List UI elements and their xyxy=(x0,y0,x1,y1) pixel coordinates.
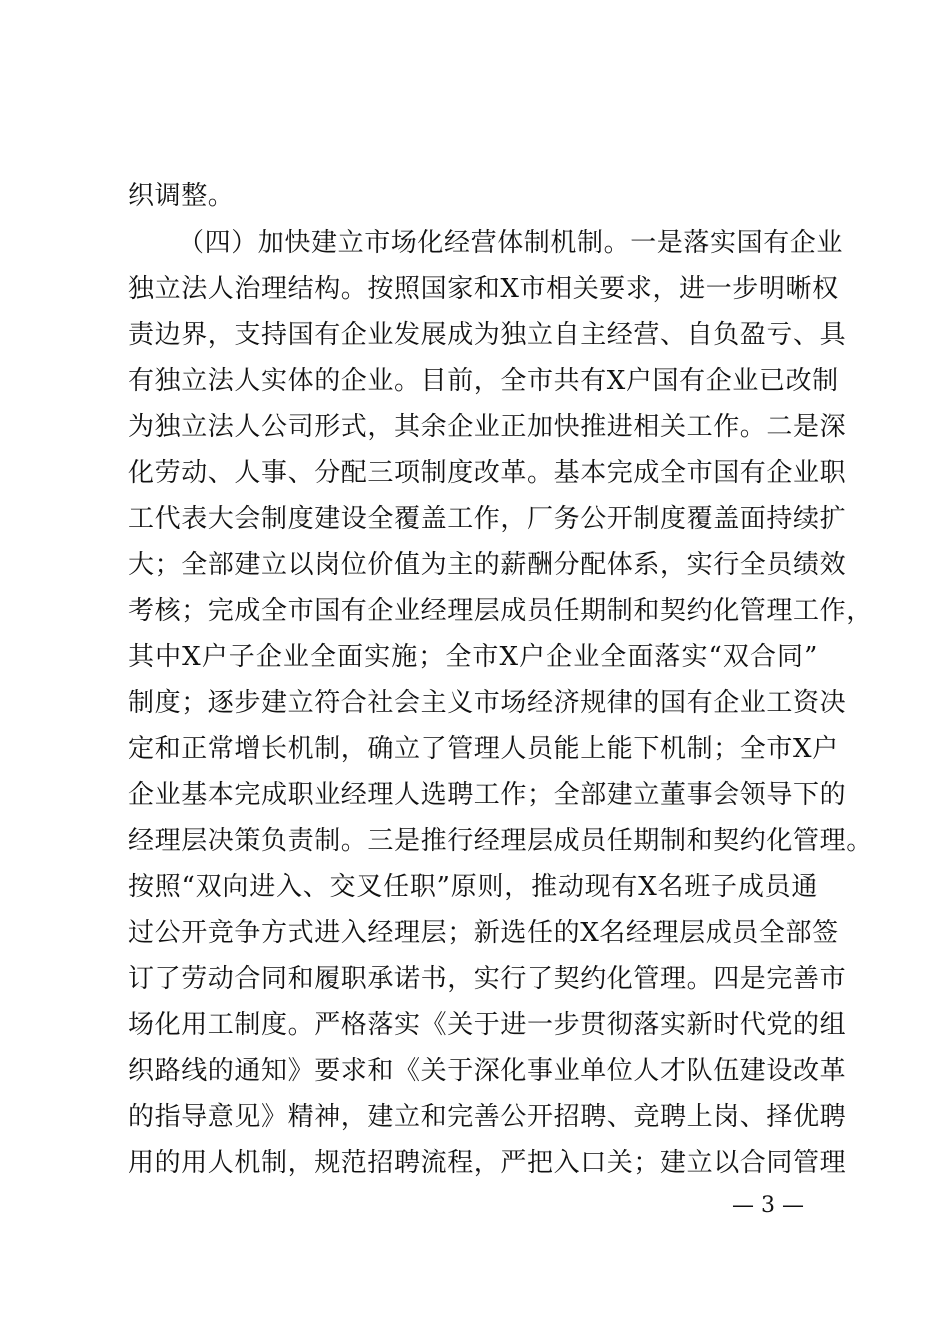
text-line-8: 工代表大会制度建设全覆盖工作，厂务公开制度覆盖面持续扩 xyxy=(128,504,847,534)
text-line-11: 其中X户子企业全面实施；全市X户企业全面落实“双合同” xyxy=(128,642,818,672)
text-line-16: 按照“双向进入、交叉任职”原则，推动现有X名班子成员通 xyxy=(128,872,818,902)
text-line-5: 有独立法人实体的企业。目前，全市共有X户国有企业已改制 xyxy=(128,366,839,396)
text-line-20: 织路线的通知》要求和《关于深化事业单位人才队伍建设改革 xyxy=(128,1056,847,1086)
text-line-2: （四）加快建立市场化经营体制机制。一是落实国有企业 xyxy=(178,228,844,258)
text-line-10: 考核；完成全市国有企业经理层成员任期制和契约化管理工作， xyxy=(128,596,873,626)
text-line-17: 过公开竞争方式进入经理层；新选任的X名经理层成员全部签 xyxy=(128,918,839,948)
text-line-15: 经理层决策负责制。三是推行经理层成员任期制和契约化管理。 xyxy=(128,826,873,856)
text-line-14: 企业基本完成职业经理人选聘工作；全部建立董事会领导下的 xyxy=(128,780,847,810)
text-line-13: 定和正常增长机制，确立了管理人员能上能下机制；全市X户 xyxy=(128,734,839,764)
text-line-1: 织调整。 xyxy=(128,181,235,211)
text-line-12: 制度；逐步建立符合社会主义市场经济规律的国有企业工资决 xyxy=(128,688,847,718)
text-line-6: 为独立法人公司形式，其余企业正加快推进相关工作。二是深 xyxy=(128,412,847,442)
text-line-21: 的指导意见》精神，建立和完善公开招聘、竞聘上岗、择优聘 xyxy=(128,1102,847,1132)
text-line-22: 用的用人机制，规范招聘流程，严把入口关；建立以合同管理 xyxy=(128,1148,847,1178)
text-line-4: 责边界，支持国有企业发展成为独立自主经营、自负盈亏、具 xyxy=(128,320,847,350)
text-line-19: 场化用工制度。严格落实《关于进一步贯彻落实新时代党的组 xyxy=(128,1010,847,1040)
page-number: — 3 — xyxy=(732,1193,804,1218)
text-line-7: 化劳动、人事、分配三项制度改革。基本完成全市国有企业职 xyxy=(128,458,847,488)
text-line-9: 大；全部建立以岗位价值为主的薪酬分配体系，实行全员绩效 xyxy=(128,550,847,580)
text-line-3: 独立法人治理结构。按照国家和X市相关要求，进一步明晰权 xyxy=(128,274,839,304)
text-line-18: 订了劳动合同和履职承诺书，实行了契约化管理。四是完善市 xyxy=(128,964,847,994)
